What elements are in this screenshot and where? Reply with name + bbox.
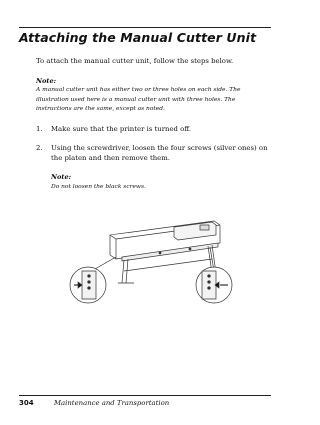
footer-rule xyxy=(19,395,271,396)
note-text xyxy=(36,86,272,115)
section-title: Attaching the Manual Cutter Unit xyxy=(19,30,257,45)
printer-illustration xyxy=(62,213,242,313)
header-rule xyxy=(19,27,271,28)
left-callout xyxy=(70,257,116,303)
right-callout xyxy=(196,247,232,303)
step-line: the platen and then remove them. xyxy=(51,154,170,162)
note-line: instructions are the same, except as noted. xyxy=(36,106,165,112)
step-line: Using the screwdriver, loosen the four screws (silver ones) on xyxy=(51,144,268,152)
intro-paragraph: To attach the manual cutter unit, follow the steps below. xyxy=(36,57,234,65)
note-label: Note: xyxy=(36,77,57,85)
step-number: 1. xyxy=(36,125,43,133)
note-line: A manual cutter unit has either two or three holes on each side. The xyxy=(36,87,241,93)
page-number: 304 xyxy=(19,399,34,407)
note-line: illustration used here is a manual cutter unit with three holes. The xyxy=(36,96,236,103)
footer-section-title: Maintenance and Transportation xyxy=(54,399,170,407)
note-label: Note: xyxy=(51,173,72,181)
step-text xyxy=(51,143,273,163)
step-1 xyxy=(36,124,273,134)
step-text: Make sure that the printer is turned off. xyxy=(51,125,192,133)
step-2 xyxy=(36,143,273,163)
printer-body xyxy=(110,221,220,261)
step-number: 2. xyxy=(36,144,43,152)
note-text: Do not loosen the black screws. xyxy=(51,184,146,190)
